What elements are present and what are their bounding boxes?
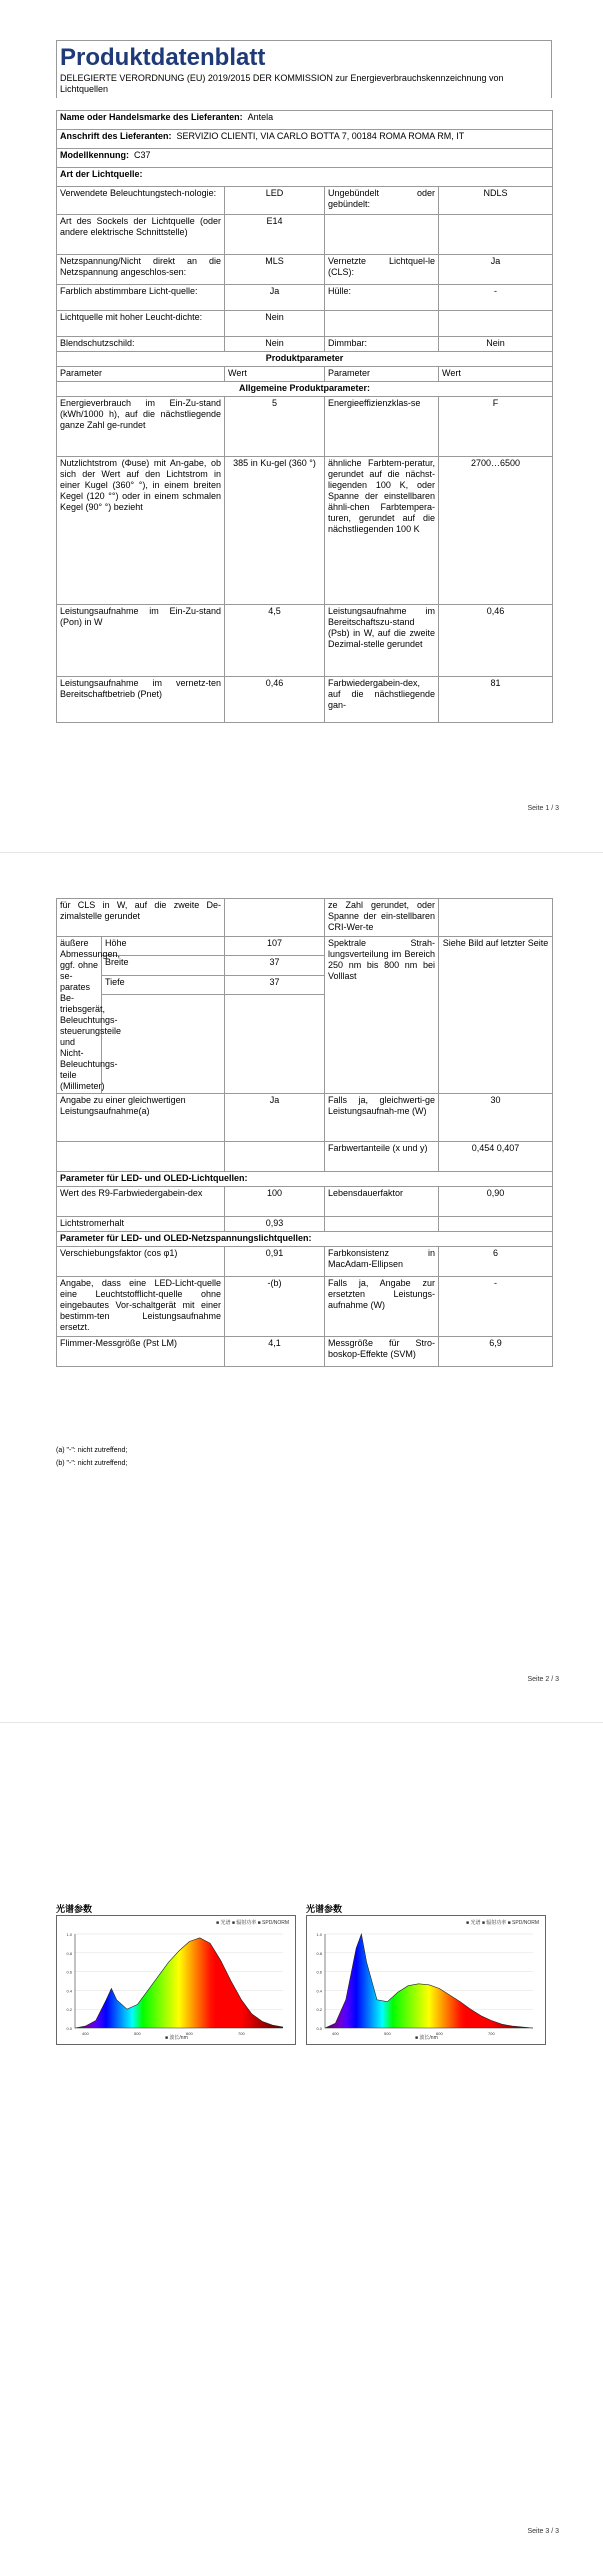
y-tick-label: 0.6 [316, 1969, 322, 1975]
chart-legend: ■ 光谱 ■ 辐射功率 ■ SPD/NORM [466, 1920, 539, 1926]
y-tick-label: 0.6 [66, 1969, 72, 1975]
datasheet-table-page1 [56, 110, 553, 723]
chart-title: 光谱参数 [56, 1904, 93, 1914]
general-params-heading: Allgemeine Produktparameter: [57, 382, 553, 397]
page-divider [0, 1722, 603, 1723]
table-row: Art des Sockels der Lichtquelle (oder andere elektrische Schnittstelle) E14 [57, 215, 553, 255]
y-tick-label: 0.8 [66, 1950, 72, 1956]
table-row: Lichtstromerhalt 0,93 [57, 1217, 553, 1232]
y-tick-label: 0.4 [316, 1988, 322, 1994]
x-tick-label: 500 [384, 2031, 391, 2036]
x-tick-label: 500 [134, 2031, 141, 2036]
datasheet-table-page2: für CLS in W, auf die zweite De-zimalstelle gerundet ze Zahl gerundet, oder Spanne der ein-stellbaren CRI-Wer-te äußere Abmessungen, ggf. ohne se-parates Be-triebsgerät, Beleuchtungs-steuerungsteile und Nicht-Beleuchtungs-teile (Millimeter) Höhe 107 Spektrale Strah-lungsverteilung im Bereich 250 nm bis 800 nm bei Volllast Siehe Bild auf letzter Seite Breite 37 Tiefe 37 Angabe zu einer gleichwertigen Leistungsaufnahme(a) Ja Falls ja, gleichwerti-ge Leistungsaufnah-me (W) 30 Farbwertanteile (x und y) 0,454 0,407 Parameter für LED- und OLED-Lichtquellen: Wert des R9-Farbwiedergabein-dex 100 Lebensdauerfaktor 0,90 Lichtstromerhalt 0,93 Parameter für LED- und OLED-Netzspannungslichtquellen: Verschiebungsfaktor (cos φ1) 0,91 Farbkonsistenz in MacAdam-Ellipsen 6 Angabe, dass eine LED-Licht-quelle eine Leuchtstofflicht-quelle ohne eingebautes Vor-schaltgerät mit einer bestimm-ten Leistungsaufnahme ersetzt. -(b) Falls ja, Angabe zur ersetzten Leistungs-aufnahme (W) - Flimmer-Messgröße (Pst LM) 4,1 Messgröße für Stro-boskop-Effekte (SVM) 6,9 [56, 898, 553, 1367]
column-header-row: Parameter Wert Parameter Wert [57, 367, 553, 382]
chart-frame [56, 1915, 296, 2045]
led-params-heading: Parameter für LED- und OLED-Lichtquellen: [57, 1172, 553, 1187]
light-type-heading: Art der Lichtquelle: [57, 168, 553, 187]
chart-xaxis-label: ■ 波长/nm [415, 2035, 438, 2041]
spectrum-chart-2 [306, 1904, 546, 2045]
page-subtitle: DELEGIERTE VERORDNUNG (EU) 2019/2015 DER KOMMISSION zur Energieverbrauchskennzeichnung von Lichtquellen [60, 73, 504, 94]
page-number-3: Seite 3 / 3 [527, 2528, 559, 2535]
product-params-heading: Produktparameter [57, 352, 553, 367]
table-row: Verwendete Beleuchtungstech-nologie: LED Ungebündelt oder gebündelt: NDLS [57, 187, 553, 215]
supplier-address-row: Anschrift des Lieferanten: SERVIZIO CLIENTI, VIA CARLO BOTTA 7, 00184 ROMA ROMA RM, IT [57, 130, 553, 149]
model-row: Modellkennung: C37 [57, 149, 553, 168]
y-tick-label: 0.2 [316, 2007, 322, 2013]
x-tick-label: 700 [238, 2031, 245, 2036]
chart-title: 光谱参数 [306, 1904, 343, 1914]
spectrum-plot [307, 1916, 545, 2044]
footnote-a: (a) "-": nicht zutreffend; [56, 1447, 128, 1454]
table-row: Farblich abstimmbare Licht-quelle: Ja Hülle: - [57, 285, 553, 311]
chart-xaxis-label: ■ 波长/nm [165, 2035, 188, 2041]
table-row: Leistungsaufnahme im vernetz-ten Bereitschaftbetrieb (Pnet) 0,46 Farbwiedergabein-dex, auf die nächstliegende gan- 81 [57, 677, 553, 723]
y-tick-label: 1.0 [316, 1932, 322, 1937]
page-number-2: Seite 2 / 3 [527, 1676, 559, 1683]
table-row: Flimmer-Messgröße (Pst LM) 4,1 Messgröße für Stro-boskop-Effekte (SVM) 6,9 [57, 1337, 553, 1367]
y-tick-label: 0.4 [66, 1988, 72, 1994]
chart-frame [306, 1915, 546, 2045]
table-row: Verschiebungsfaktor (cos φ1) 0,91 Farbkonsistenz in MacAdam-Ellipsen 6 [57, 1247, 553, 1277]
page-divider [0, 852, 603, 853]
x-tick-label: 600 [186, 2031, 193, 2036]
x-tick-label: 400 [332, 2031, 339, 2036]
x-tick-label: 600 [436, 2031, 443, 2036]
table-row: Lichtquelle mit hoher Leucht-dichte: Nein [57, 311, 553, 337]
mains-params-heading: Parameter für LED- und OLED-Netzspannungslichtquellen: [57, 1232, 553, 1247]
y-tick-label: 0.2 [66, 2007, 72, 2013]
table-row: Nutzlichtstrom (Φuse) mit An-gabe, ob sich der Wert auf den Lichtstrom in einer Kugel (360° °), in einem breiten Kegel (120 °°) oder in einem schmalen Kegel (90° °) bezieht 385 in Ku-gel (360 °) ähnliche Farbtem-peratur, gerundet auf die nächst-liegenden 100 K, oder Spanne der einstellbaren ähnli-chen Farbtempera-turen, gerundet auf die nächstliegenden 100 K 2700…6500 [57, 457, 553, 605]
y-tick-label: 1.0 [66, 1932, 72, 1937]
table-row: Farbwertanteile (x und y) 0,454 0,407 [57, 1142, 553, 1172]
spectrum-plot [57, 1916, 295, 2044]
y-tick-label: 0.0 [66, 2026, 72, 2031]
datasheet-header [56, 40, 552, 98]
footnote-b: (b) "-": nicht zutreffend; [56, 1460, 128, 1467]
page-number-1: Seite 1 / 3 [527, 805, 559, 812]
y-tick-label: 0.8 [316, 1950, 322, 1956]
table-row: Leistungsaufnahme im Ein-Zu-stand (Pon) in W 4,5 Leistungsaufnahme im Bereitschaftszu-stand (Psb) in W, auf die zweite Dezimal-stelle gerundet 0,46 [57, 605, 553, 677]
dimensions-label: äußere Abmessungen, ggf. ohne se-parates Be-triebsgerät, Beleuchtungs-steuerungsteile und Nicht-Beleuchtungs-teile (Millimeter) [57, 937, 102, 1094]
table-row: Netzspannung/Nicht direkt an die Netzspannung angeschlos-sen: MLS Vernetzte Lichtquel-le (CLS): Ja [57, 255, 553, 285]
x-tick-label: 400 [82, 2031, 89, 2036]
table-row: Energieverbrauch im Ein-Zu-stand (kWh/1000 h), auf die nächstliegende ganze Zahl ge-rundet 5 Energieeffizienzklas-se F [57, 397, 553, 457]
spectrum-chart-1 [56, 1904, 296, 2045]
supplier-name-row: Name oder Handelsmarke des Lieferanten: Antela [57, 111, 553, 130]
x-tick-label: 700 [488, 2031, 495, 2036]
table-row: Angabe, dass eine LED-Licht-quelle eine Leuchtstofflicht-quelle ohne eingebautes Vor-schaltgerät mit einer bestimm-ten Leistungsaufnahme ersetzt. -(b) Falls ja, Angabe zur ersetzten Leistungs-aufnahme (W) - [57, 1277, 553, 1337]
chart-legend: ■ 光谱 ■ 辐射功率 ■ SPD/NORM [216, 1920, 289, 1926]
page-title: Produktdatenblatt [60, 44, 266, 71]
table-row: Wert des R9-Farbwiedergabein-dex 100 Lebensdauerfaktor 0,90 [57, 1187, 553, 1217]
table-row: Angabe zu einer gleichwertigen Leistungsaufnahme(a) Ja Falls ja, gleichwerti-ge Leistungsaufnah-me (W) 30 [57, 1094, 553, 1142]
footnotes [56, 1444, 127, 1470]
table-row: für CLS in W, auf die zweite De-zimalstelle gerundet ze Zahl gerundet, oder Spanne der ein-stellbaren CRI-Wer-te [57, 899, 553, 937]
dimensions-row: äußere Abmessungen, ggf. ohne se-parates Be-triebsgerät, Beleuchtungs-steuerungsteile und Nicht-Beleuchtungs-teile (Millimeter) Höhe 107 Spektrale Strah-lungsverteilung im Bereich 250 nm bis 800 nm bei Volllast Siehe Bild auf letzter Seite [57, 937, 553, 956]
y-tick-label: 0.0 [316, 2026, 322, 2031]
table-row: Blendschutzschild: Nein Dimmbar: Nein [57, 337, 553, 352]
